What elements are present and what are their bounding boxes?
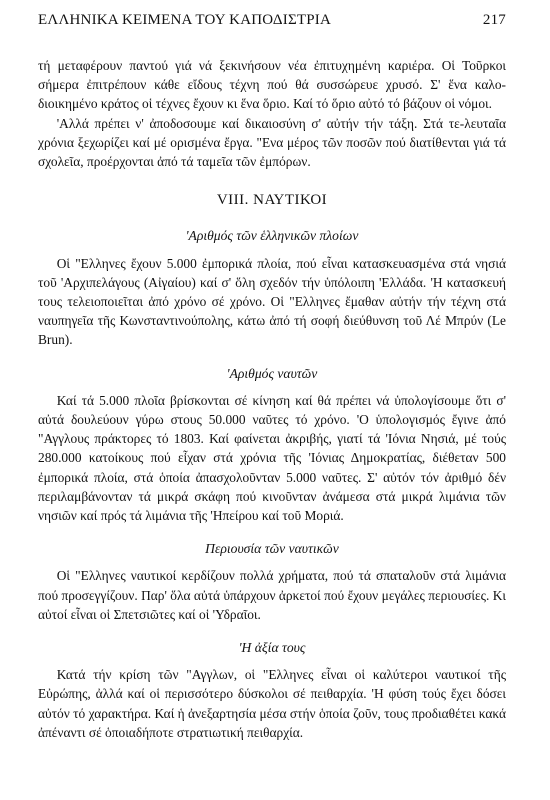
paragraph-sailors-wealth: Οἱ "Ελληνες ναυτικοί κερδίζουν πολλά χρήματα, πού τά σπαταλοῦν στά λιμάνια πού προσεγγίζουν. Παρ' ὅλα αὐτά ὑπάρχουν ἀρκετοί πού ἔχουν μεγάλες περιουσίες. Κι αὐτοί εἶναι οἱ Σπετσιῶτες καί οἱ 'Υδραῖοι. <box>38 568 506 622</box>
subheading-ships-count: 'Αριθμός τῶν ἑλληνικῶν πλοίων <box>185 228 359 244</box>
page-body <box>38 56 506 742</box>
running-header <box>38 12 506 36</box>
running-title: ΕΛΛΗΝΙΚΑ ΚΕΙΜΕΝΑ ΤΟΥ ΚΑΠΟΔΙΣΤΡΙΑ <box>38 12 332 28</box>
subheading-sailors-wealth: Περιουσία τῶν ναυτικῶν <box>205 541 339 557</box>
intro-paragraph-2: 'Αλλά πρέπει ν' ἀποδοσουμε καί δικαιοσύνη σ' αὐτήν τήν τάξη. Στά τε-λευταῖα χρόνια ξεχωρίζει καί μέ ορισμένα ἔργα. "Ενα μέρος τῶν ποσῶν πού διατίθενται γιά τά σχολεῖα, προέρχονται ἀπό τά ταμεῖα τῶν ἐμπόρων. <box>38 115 506 170</box>
paragraph-sailors-count: Καί τά 5.000 πλοῖα βρίσκονται σέ κίνηση καί θά πρέπει νά ὑπολογίσουμε ὅτι σ' αὐτά δουλεύουν γύρω στους 50.000 ναῦτες τό χρόνο. 'Ο ὑπολογισμός ἔγινε ἀπό "Αγγλους πράκτορες τό 1803. Καί φαίνεται ἀκριβής, γιατί τά 'Ιόνια Νησιά, μέ τούς 280.000 κατοίκους πού εἶχαν στά χρόνια τῆς 'Ιόνιας Δημοκρατίας, διέθεταν 500 ἐμπορικά πλοία, στά ὁποία ἀπασχολοῦνταν 5.000 ναῦτες. Σ' αὐτόν τόν ἀριθμό δέν περιλαμβάνονταν τά μικρά σκάφη πού κινοῦνταν ἀνάμεσα στά μικρά λιμάνια τῶν νησιῶν καί πρός τά λιμάνια τῆς 'Ηπείρου καί τοῦ Μοριά. <box>38 392 506 524</box>
paragraph-ships-count: Οἱ "Ελληνες ἔχουν 5.000 ἐμπορικά πλοία, πού εἶναι κατασκευασμένα στά νησιά τοῦ 'Αρχιπελάγους (Αἰγαίου) καί σ' ὅλη σχεδόν τήν ὑπόλοιπη 'Ελλάδα. 'Η κατασκευή τους τελειοποιεῖται ἀπό χρόνο σέ χρόνο. Οἱ "Ελληνες ἔμαθαν αὐτήν τήν τέχνη στά ναυπηγεῖα τῆς Κωνσταντινούπολης, κάτω ἀπό τή σοφή διεύθυνση τοῦ Λέ Μπρύν (Le Brun). <box>38 255 506 348</box>
subheading-their-value: 'Η ἀξία τους <box>238 640 306 656</box>
section-title: VIII. ΝΑΥΤΙΚΟΙ <box>216 192 328 209</box>
page-number: 217 <box>482 12 506 28</box>
subheading-sailors-count: 'Αριθμός ναυτῶν <box>226 365 318 381</box>
intro-paragraph-1: τή μεταφέρουν παντού γιά νά ξεκινήσουν νέα ἐπιτυχημένη καριέρα. Οἱ Τοῦρκοι σήμερα ἐπιτρέπουν κάθε εἴδους τέχνη πού θά συσσώρευε χρυσό. Σ' ἕνα καλο-διοικημένο κράτος οἱ τέχνες ἔχουν κι ἕνα ὅριο. Καί τό ὅριο αὐτό τό βάζουν οἱ νόμοι. <box>38 58 506 112</box>
paragraph-their-value: Κατά τήν κρίση τῶν "Αγγλων, οἱ "Ελληνες εἶναι οἱ καλύτεροι ναυτικοί τῆς Εὐρώπης, ἀλλά καί οἱ περισσότερο δύσκολοι σέ πειθαρχία. 'Η φύση τούς ἔχει δόσει αὐτόν τό χαρακτήρα. Καί ἡ ἀνεξαρτησία μέσα στήν ὁποία ζοῦν, τους προδιαθέτει κακά ἀπέναντι σέ ὁποιαδήποτε στρατιωτική πειθαρχία. <box>38 667 506 740</box>
